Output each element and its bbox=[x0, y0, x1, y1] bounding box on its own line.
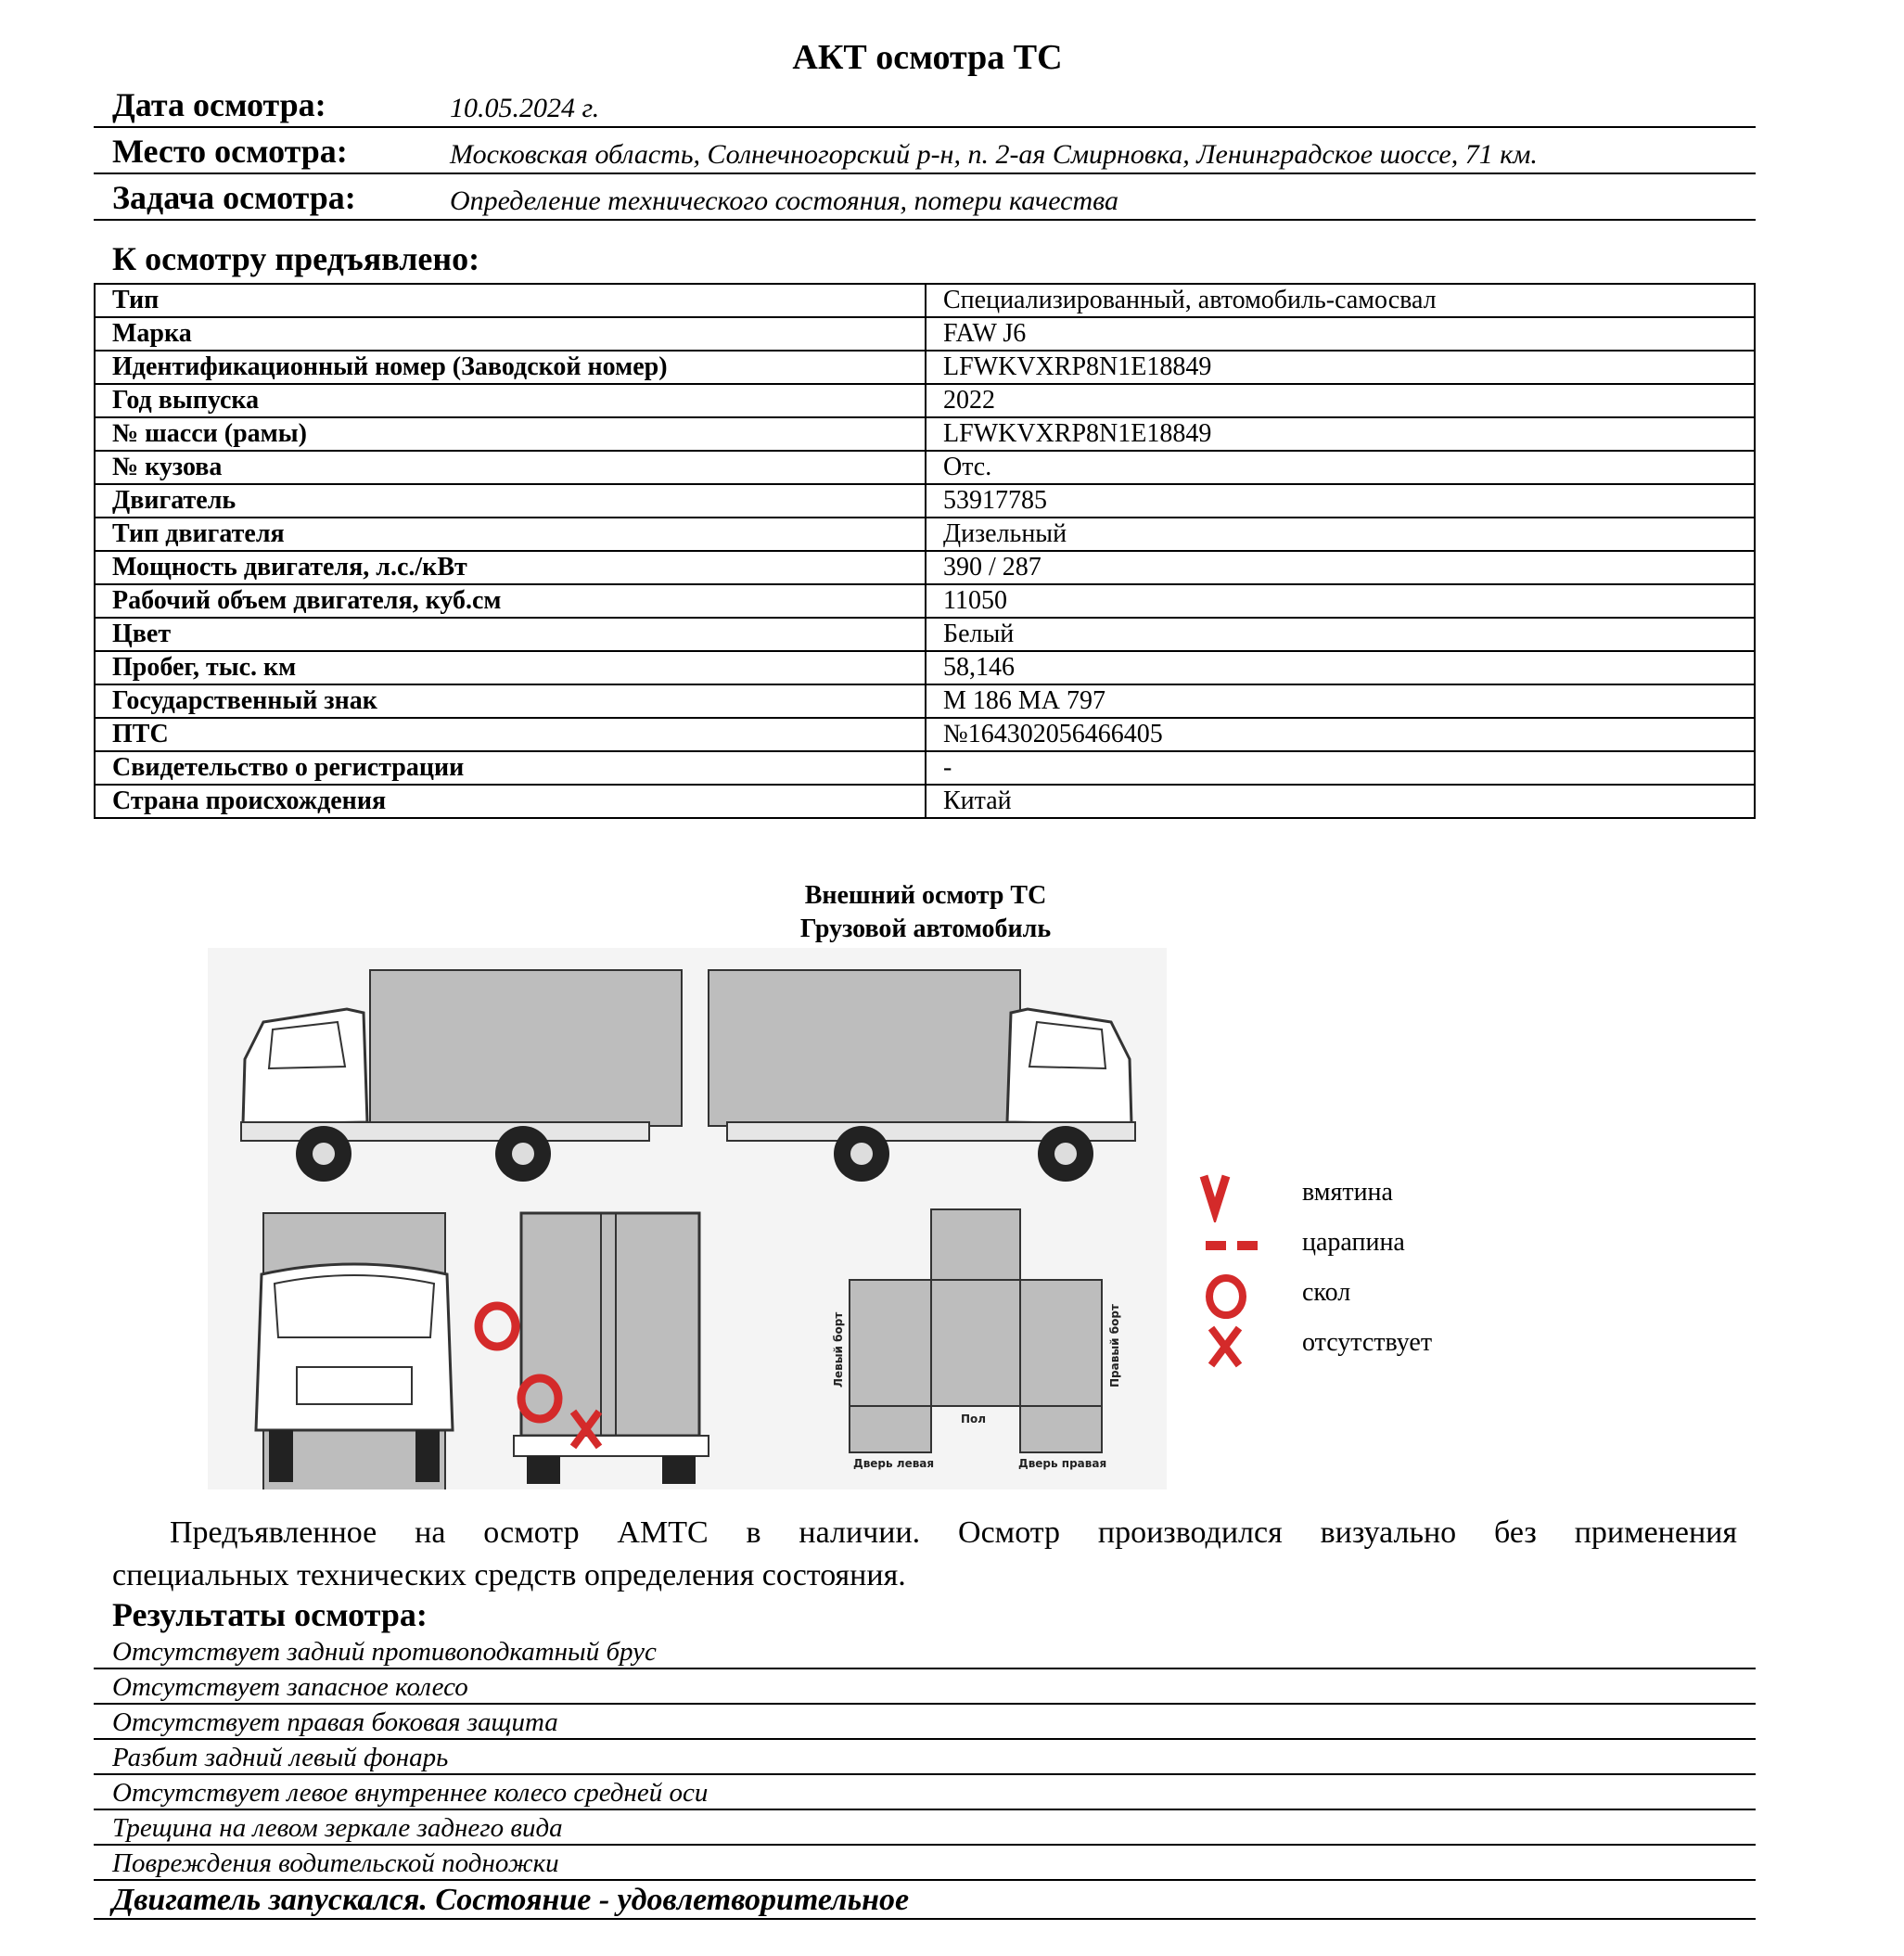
left-side-label: Левый борт bbox=[832, 1311, 845, 1387]
table-row bbox=[95, 351, 1755, 384]
inspection-date-label: Дата осмотра: bbox=[112, 86, 326, 123]
result-item bbox=[94, 1740, 1756, 1775]
table-row bbox=[95, 384, 1755, 417]
spec-key: № кузова bbox=[95, 451, 926, 484]
scratch-icon bbox=[1196, 1221, 1271, 1272]
spec-value: 11050 bbox=[926, 584, 1755, 618]
results-heading: Результаты осмотра: bbox=[112, 1596, 428, 1633]
spec-value: Отс. bbox=[926, 451, 1755, 484]
spec-key: Двигатель bbox=[95, 484, 926, 518]
table-row bbox=[95, 284, 1755, 317]
damage-legend bbox=[1196, 1170, 1549, 1384]
spec-key: Тип двигателя bbox=[95, 518, 926, 551]
spec-value: - bbox=[926, 751, 1755, 785]
conclusion-row bbox=[94, 1881, 1756, 1920]
dent-icon bbox=[1196, 1170, 1271, 1222]
spec-key: № шасси (рамы) bbox=[95, 417, 926, 451]
spec-key: Свидетельство о регистрации bbox=[95, 751, 926, 785]
result-text: Отсутствует правая боковая защита bbox=[112, 1707, 558, 1737]
spec-value: 58,146 bbox=[926, 651, 1755, 684]
result-text: Отсутствует запасное колесо bbox=[112, 1672, 468, 1702]
inspection-note bbox=[112, 1512, 1737, 1597]
table-row bbox=[95, 785, 1755, 818]
spec-key: Тип bbox=[95, 284, 926, 317]
result-text: Отсутствует левое внутреннее колесо средней оси bbox=[112, 1778, 709, 1808]
result-item bbox=[94, 1634, 1756, 1669]
spec-value: 53917785 bbox=[926, 484, 1755, 518]
legend-missing-label: отсутствует bbox=[1302, 1328, 1433, 1357]
legend-chip-label: скол bbox=[1302, 1278, 1351, 1307]
door-right-label: Дверь правая bbox=[1018, 1457, 1107, 1470]
spec-value: 2022 bbox=[926, 384, 1755, 417]
result-text: Трещина на левом зеркале заднего вида bbox=[112, 1813, 563, 1843]
inspection-place-label: Место осмотра: bbox=[112, 133, 348, 170]
inspection-task-value: Определение технического состояния, потери качества bbox=[450, 185, 1118, 216]
spec-key: Мощность двигателя, л.с./кВт bbox=[95, 551, 926, 584]
spec-key: Рабочий объем двигателя, куб.см bbox=[95, 584, 926, 618]
legend-dent-label: вмятина bbox=[1302, 1178, 1393, 1207]
table-row bbox=[95, 718, 1755, 751]
legend-item-missing bbox=[1196, 1321, 1549, 1373]
spec-value: Китай bbox=[926, 785, 1755, 818]
legend-item-scratch bbox=[1196, 1221, 1549, 1272]
inspection-date-value: 10.05.2024 г. bbox=[450, 93, 600, 123]
spec-key: Цвет bbox=[95, 618, 926, 651]
spec-value: LFWKVXRP8N1E18849 bbox=[926, 351, 1755, 384]
result-text: Повреждения водительской подножки bbox=[112, 1848, 559, 1878]
inspection-note-line1: Предъявленное на осмотр АМТС в наличии. Осмотр производился визуально без применения bbox=[170, 1515, 1737, 1550]
table-row bbox=[95, 317, 1755, 351]
result-text: Отсутствует задний противоподкатный брус bbox=[112, 1637, 657, 1667]
spec-key: Год выпуска bbox=[95, 384, 926, 417]
conclusion-text: Двигатель запускался. Состояние - удовлетворительное bbox=[112, 1883, 910, 1917]
spec-value: Белый bbox=[926, 618, 1755, 651]
spec-value: Специализированный, автомобиль-самосвал bbox=[926, 284, 1755, 317]
missing-icon bbox=[1196, 1321, 1271, 1373]
table-row bbox=[95, 518, 1755, 551]
spec-value: 390 / 287 bbox=[926, 551, 1755, 584]
legend-scratch-label: царапина bbox=[1302, 1228, 1405, 1257]
result-item bbox=[94, 1846, 1756, 1881]
table-row bbox=[95, 584, 1755, 618]
spec-key: ПТС bbox=[95, 718, 926, 751]
result-item bbox=[94, 1705, 1756, 1740]
result-item bbox=[94, 1669, 1756, 1705]
spec-key: Страна происхождения bbox=[95, 785, 926, 818]
spec-value: №164302056466405 bbox=[926, 718, 1755, 751]
chip-icon bbox=[1196, 1271, 1271, 1323]
inspection-place-value: Московская область, Солнечногорский р-н, п. 2-ая Смирновка, Ленинградское шоссе, 71 км. bbox=[450, 139, 1538, 170]
vehicle-spec-table bbox=[94, 283, 1756, 819]
spec-value: FAW J6 bbox=[926, 317, 1755, 351]
table-row bbox=[95, 684, 1755, 718]
table-row bbox=[95, 451, 1755, 484]
chip-marker bbox=[479, 1306, 516, 1347]
spec-value: Дизельный bbox=[926, 518, 1755, 551]
table-row bbox=[95, 651, 1755, 684]
result-item bbox=[94, 1810, 1756, 1846]
spec-key: Государственный знак bbox=[95, 684, 926, 718]
legend-item-chip bbox=[1196, 1271, 1549, 1323]
door-left-label: Дверь левая bbox=[853, 1457, 935, 1470]
truck-front-view bbox=[256, 1213, 453, 1489]
document-title: АКТ осмотра ТС bbox=[792, 38, 1063, 77]
truck-right-side-view bbox=[709, 970, 1135, 1182]
table-row bbox=[95, 751, 1755, 785]
right-side-label: Правый борт bbox=[1108, 1304, 1121, 1387]
spec-key: Идентификационный номер (Заводской номер) bbox=[95, 351, 926, 384]
spec-key: Марка bbox=[95, 317, 926, 351]
table-row bbox=[95, 618, 1755, 651]
inspection-task-row bbox=[94, 174, 1756, 221]
spec-key: Пробег, тыс. км bbox=[95, 651, 926, 684]
result-text: Разбит задний левый фонарь bbox=[112, 1743, 449, 1772]
inspection-task-label: Задача осмотра: bbox=[112, 179, 356, 216]
result-item bbox=[94, 1775, 1756, 1810]
table-row bbox=[95, 551, 1755, 584]
legend-item-dent bbox=[1196, 1170, 1549, 1222]
inspection-date-row bbox=[94, 82, 1756, 128]
inspection-note-line2: специальных технических средств определения состояния. bbox=[112, 1558, 906, 1592]
spec-value: М 186 МА 797 bbox=[926, 684, 1755, 718]
table-row bbox=[95, 417, 1755, 451]
truck-left-side-view bbox=[241, 970, 682, 1182]
truck-rear-view bbox=[514, 1213, 709, 1484]
table-row bbox=[95, 484, 1755, 518]
truck-diagram bbox=[208, 948, 1167, 1489]
presented-heading: К осмотру предъявлено: bbox=[112, 240, 480, 277]
inspection-place-row bbox=[94, 128, 1756, 174]
floor-label: Пол bbox=[961, 1413, 987, 1425]
diagram-caption-line2: Грузовой автомобиль bbox=[799, 914, 1052, 943]
cargo-body-plan bbox=[832, 1209, 1121, 1470]
spec-value: LFWKVXRP8N1E18849 bbox=[926, 417, 1755, 451]
diagram-caption-line1: Внешний осмотр ТС bbox=[804, 881, 1047, 910]
